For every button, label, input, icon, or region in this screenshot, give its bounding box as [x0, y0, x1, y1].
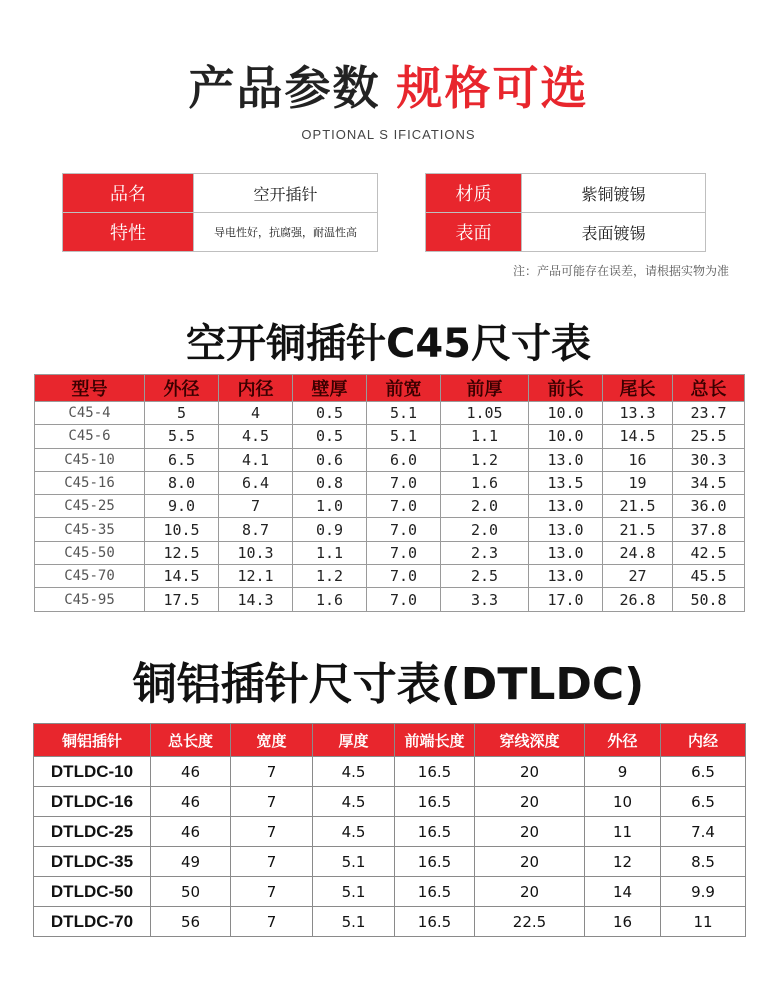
column-header: 穿线深度 — [475, 724, 585, 757]
table-cell: 2.0 — [441, 518, 529, 541]
table-cell: 10 — [585, 787, 661, 817]
table-cell: 7 — [231, 877, 313, 907]
model-cell: C45-50 — [35, 541, 145, 564]
table-row — [35, 448, 745, 471]
table-cell: 0.8 — [293, 471, 367, 494]
table-cell: 16 — [603, 448, 673, 471]
table-cell: 2.0 — [441, 495, 529, 518]
table-cell: 11 — [661, 907, 746, 937]
table-cell: 23.7 — [673, 402, 745, 425]
table-cell: 27 — [603, 565, 673, 588]
table-cell: 1.2 — [441, 448, 529, 471]
table-cell: 14.3 — [219, 588, 293, 611]
column-header: 前厚 — [441, 375, 529, 402]
column-header: 总长度 — [151, 724, 231, 757]
c45-size-table — [34, 374, 745, 612]
column-header: 总长 — [673, 375, 745, 402]
table-cell: 10.0 — [529, 402, 603, 425]
table-cell: 13.3 — [603, 402, 673, 425]
column-header: 壁厚 — [293, 375, 367, 402]
table-row — [35, 518, 745, 541]
table-cell: 10.5 — [145, 518, 219, 541]
table-row — [34, 907, 746, 937]
spec-row — [426, 213, 706, 252]
table-cell: 11 — [585, 817, 661, 847]
model-cell: DTLDC-50 — [34, 877, 151, 907]
table-cell: 50 — [151, 877, 231, 907]
table-cell: 0.6 — [293, 448, 367, 471]
model-cell: DTLDC-25 — [34, 817, 151, 847]
table-cell: 6.5 — [661, 787, 746, 817]
model-cell: C45-6 — [35, 425, 145, 448]
table-cell: 6.5 — [661, 757, 746, 787]
table-cell: 26.8 — [603, 588, 673, 611]
table-cell: 1.2 — [293, 565, 367, 588]
table-cell: 1.0 — [293, 495, 367, 518]
table-row — [34, 757, 746, 787]
table-cell: 16.5 — [395, 757, 475, 787]
table-cell: 49 — [151, 847, 231, 877]
table-cell: 7 — [231, 847, 313, 877]
table-cell: 13.5 — [529, 471, 603, 494]
column-header: 型号 — [35, 375, 145, 402]
table-cell: 7 — [231, 907, 313, 937]
table-cell: 7 — [231, 787, 313, 817]
spec-key: 品名 — [63, 174, 194, 213]
table-cell: 16.5 — [395, 817, 475, 847]
table-header-row — [34, 724, 746, 757]
table-cell: 4.5 — [313, 757, 395, 787]
column-header: 前长 — [529, 375, 603, 402]
table-cell: 7 — [231, 817, 313, 847]
table-cell: 16.5 — [395, 907, 475, 937]
table-cell: 13.0 — [529, 495, 603, 518]
table-cell: 17.5 — [145, 588, 219, 611]
table-cell: 0.5 — [293, 402, 367, 425]
model-cell: C45-70 — [35, 565, 145, 588]
table-cell: 20 — [475, 877, 585, 907]
title-red: 规格可选 — [396, 61, 589, 115]
table-cell: 3.3 — [441, 588, 529, 611]
table-cell: 20 — [475, 847, 585, 877]
table-cell: 13.0 — [529, 518, 603, 541]
table-cell: 56 — [151, 907, 231, 937]
column-header: 宽度 — [231, 724, 313, 757]
model-cell: DTLDC-16 — [34, 787, 151, 817]
table-cell: 0.9 — [293, 518, 367, 541]
table-cell: 8.7 — [219, 518, 293, 541]
spec-table-left — [62, 173, 378, 252]
table-cell: 5 — [145, 402, 219, 425]
table-cell: 13.0 — [529, 541, 603, 564]
table-cell: 22.5 — [475, 907, 585, 937]
column-header: 内径 — [219, 375, 293, 402]
table-row — [34, 847, 746, 877]
table-cell: 7.0 — [367, 495, 441, 518]
model-cell: C45-16 — [35, 471, 145, 494]
model-cell: DTLDC-35 — [34, 847, 151, 877]
table-cell: 20 — [475, 787, 585, 817]
table-cell: 5.1 — [367, 425, 441, 448]
table-cell: 6.5 — [145, 448, 219, 471]
table-cell: 13.0 — [529, 448, 603, 471]
spec-key: 表面 — [426, 213, 522, 252]
table-cell: 36.0 — [673, 495, 745, 518]
column-header: 内经 — [661, 724, 746, 757]
table-cell: 42.5 — [673, 541, 745, 564]
table-row — [35, 471, 745, 494]
column-header: 厚度 — [313, 724, 395, 757]
table-cell: 21.5 — [603, 495, 673, 518]
table-cell: 6.0 — [367, 448, 441, 471]
table-cell: 14.5 — [145, 565, 219, 588]
spec-key: 材质 — [426, 174, 522, 213]
column-header: 前宽 — [367, 375, 441, 402]
table-cell: 14.5 — [603, 425, 673, 448]
table-row — [35, 541, 745, 564]
table-row — [35, 565, 745, 588]
table-cell: 4.1 — [219, 448, 293, 471]
spec-row — [63, 213, 378, 252]
spec-row — [63, 174, 378, 213]
table-cell: 20 — [475, 817, 585, 847]
column-header: 铜铝插针 — [34, 724, 151, 757]
table-cell: 2.3 — [441, 541, 529, 564]
table-cell: 20 — [475, 757, 585, 787]
table2-title: 铜铝插针尺寸表(DTLDC) — [132, 659, 645, 710]
model-cell: C45-10 — [35, 448, 145, 471]
table-cell: 5.1 — [313, 847, 395, 877]
table-cell: 7.0 — [367, 518, 441, 541]
table-cell: 16.5 — [395, 787, 475, 817]
table-cell: 2.5 — [441, 565, 529, 588]
table-row — [34, 877, 746, 907]
table-cell: 34.5 — [673, 471, 745, 494]
table-cell: 0.5 — [293, 425, 367, 448]
table-cell: 7 — [219, 495, 293, 518]
table-cell: 1.6 — [293, 588, 367, 611]
table-cell: 1.05 — [441, 402, 529, 425]
spec-key: 特性 — [63, 213, 194, 252]
table-cell: 7.0 — [367, 541, 441, 564]
column-header: 前端长度 — [395, 724, 475, 757]
table-row — [35, 588, 745, 611]
table-cell: 7.0 — [367, 471, 441, 494]
spec-value: 表面镀锡 — [522, 213, 706, 252]
spec-row — [426, 174, 706, 213]
table-cell: 19 — [603, 471, 673, 494]
spec-table-right — [425, 173, 706, 252]
table-row — [35, 402, 745, 425]
table-cell: 7.4 — [661, 817, 746, 847]
table-cell: 9.9 — [661, 877, 746, 907]
table-cell: 16.5 — [395, 847, 475, 877]
table-row — [34, 817, 746, 847]
table-cell: 12.1 — [219, 565, 293, 588]
page-subtitle: OPTIONAL S IFICATIONS — [301, 127, 476, 142]
table-cell: 6.4 — [219, 471, 293, 494]
table-row — [35, 425, 745, 448]
table-cell: 5.1 — [367, 402, 441, 425]
table-cell: 12.5 — [145, 541, 219, 564]
table-cell: 8.5 — [661, 847, 746, 877]
table-cell: 17.0 — [529, 588, 603, 611]
table-cell: 46 — [151, 757, 231, 787]
model-cell: C45-4 — [35, 402, 145, 425]
model-cell: DTLDC-10 — [34, 757, 151, 787]
table-cell: 5.5 — [145, 425, 219, 448]
spec-value: 导电性好，抗腐强，耐温性高 — [194, 213, 378, 252]
table-cell: 5.1 — [313, 907, 395, 937]
table-cell: 4.5 — [313, 817, 395, 847]
model-cell: C45-95 — [35, 588, 145, 611]
table-cell: 4.5 — [219, 425, 293, 448]
table-cell: 25.5 — [673, 425, 745, 448]
table-cell: 9 — [585, 757, 661, 787]
note-text: 注：产品可能存在误差，请根据实物为准 — [512, 264, 729, 278]
table-cell: 45.5 — [673, 565, 745, 588]
table-cell: 1.6 — [441, 471, 529, 494]
table-cell: 7 — [231, 757, 313, 787]
model-cell: C45-35 — [35, 518, 145, 541]
spec-value: 空开插针 — [194, 174, 378, 213]
table-cell: 50.8 — [673, 588, 745, 611]
column-header: 尾长 — [603, 375, 673, 402]
table-cell: 14 — [585, 877, 661, 907]
table-cell: 1.1 — [293, 541, 367, 564]
spec-value: 紫铜镀锡 — [522, 174, 706, 213]
table-cell: 4 — [219, 402, 293, 425]
table-cell: 37.8 — [673, 518, 745, 541]
table-cell: 24.8 — [603, 541, 673, 564]
column-header: 外径 — [585, 724, 661, 757]
table-cell: 10.0 — [529, 425, 603, 448]
model-cell: C45-25 — [35, 495, 145, 518]
table-row — [34, 787, 746, 817]
page-title — [0, 52, 777, 118]
model-cell: DTLDC-70 — [34, 907, 151, 937]
table-cell: 12 — [585, 847, 661, 877]
table-cell: 16 — [585, 907, 661, 937]
table-cell: 16.5 — [395, 877, 475, 907]
table-cell: 13.0 — [529, 565, 603, 588]
table-cell: 30.3 — [673, 448, 745, 471]
table-cell: 10.3 — [219, 541, 293, 564]
column-header: 外径 — [145, 375, 219, 402]
dtldc-size-table — [33, 723, 746, 937]
table-cell: 7.0 — [367, 588, 441, 611]
table-cell: 8.0 — [145, 471, 219, 494]
table-cell: 21.5 — [603, 518, 673, 541]
table-cell: 7.0 — [367, 565, 441, 588]
table-row — [35, 495, 745, 518]
table-cell: 9.0 — [145, 495, 219, 518]
table-cell: 1.1 — [441, 425, 529, 448]
table-cell: 4.5 — [313, 787, 395, 817]
table-header-row — [35, 375, 745, 402]
table1-title: 空开铜插针C45尺寸表 — [185, 321, 592, 367]
table-cell: 46 — [151, 817, 231, 847]
table-cell: 5.1 — [313, 877, 395, 907]
table-cell: 46 — [151, 787, 231, 817]
title-dark: 产品参数 — [188, 61, 381, 115]
